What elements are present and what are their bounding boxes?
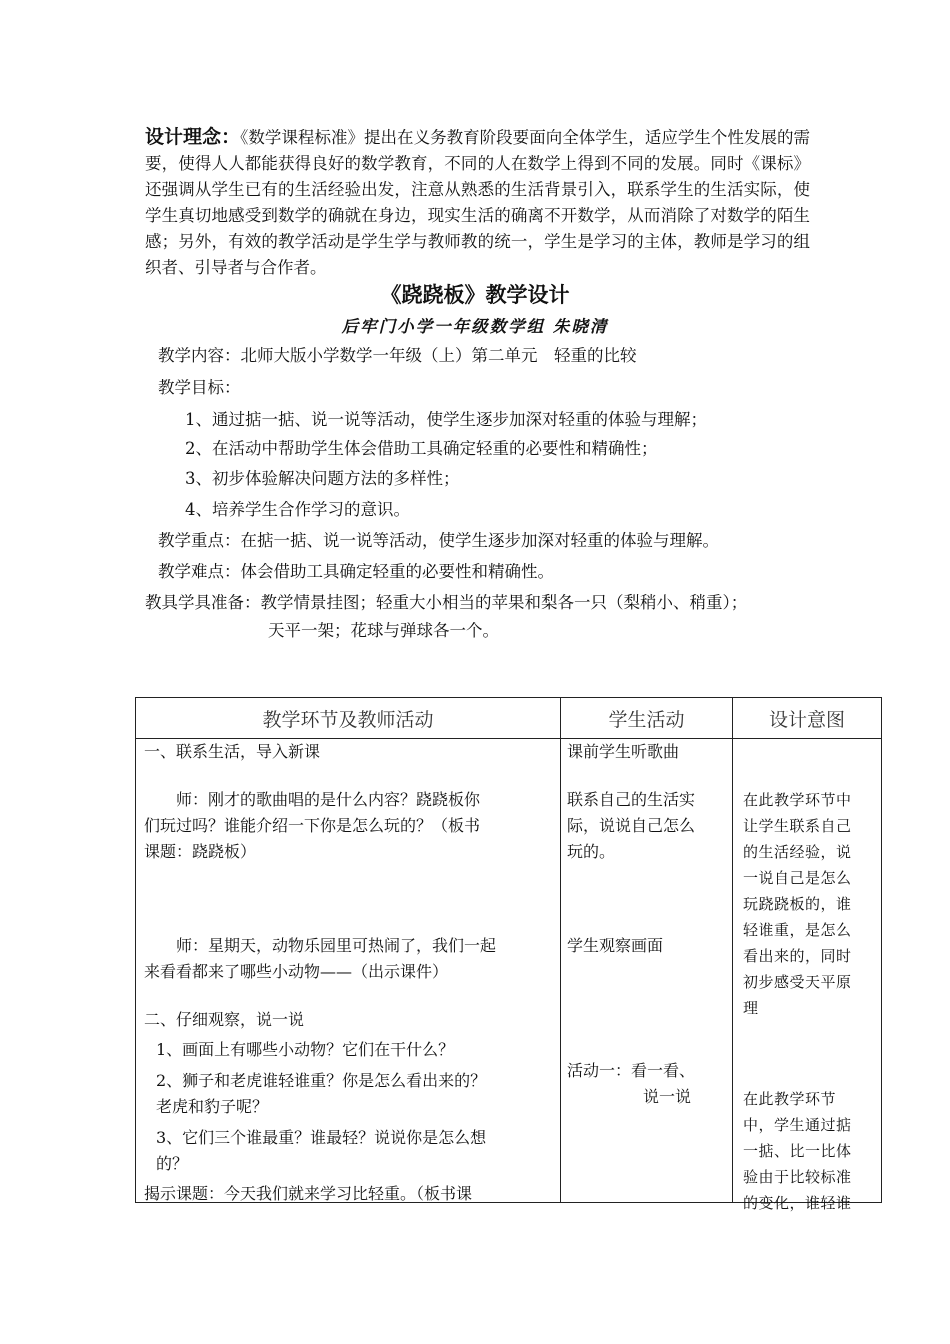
teaching-key-point: 教学重点：在掂一掂、说一说等活动，使学生逐步加深对轻重的体验与理解。	[158, 531, 719, 550]
student-activity-cell	[561, 739, 733, 1203]
teacher-line: 师：星期天，动物乐园里可热闹了，我们一起	[176, 936, 497, 955]
student-line: 际，说说自己怎么	[567, 816, 696, 835]
teacher-line: 2、狮子和老虎谁轻谁重？你是怎么看出来的？	[156, 1071, 487, 1090]
student-line: 玩的。	[567, 842, 616, 861]
teaching-materials-continued: 天平一架；花球与弹球各一个。	[268, 621, 499, 640]
lesson-title: 《跷跷板》教学设计	[380, 283, 570, 307]
student-line: 说一说	[643, 1087, 692, 1106]
intent-line: 中，学生通过掂	[743, 1116, 852, 1134]
teaching-goals-label: 教学目标：	[158, 378, 241, 397]
header-design-intent: 设计意图	[733, 698, 882, 739]
intent-line: 的变化，谁轻谁	[743, 1194, 852, 1212]
student-line: 课前学生听歌曲	[567, 742, 680, 761]
intent-line: 一掂、比一比体	[743, 1142, 852, 1160]
teacher-line: 课题：跷跷板）	[144, 842, 257, 861]
design-concept-paragraph	[145, 124, 810, 281]
intent-line: 在此教学环节中	[743, 791, 852, 809]
teaching-materials: 教具学具准备：教学情景挂图；轻重大小相当的苹果和梨各一只（梨稍小、稍重）；	[145, 593, 748, 612]
header-student-activity: 学生活动	[561, 698, 733, 739]
student-line: 联系自己的生活实	[567, 790, 696, 809]
teacher-line: 们玩过吗？谁能介绍一下你是怎么玩的？（板书	[144, 816, 481, 835]
teacher-line: 1、画面上有哪些小动物？它们在干什么？	[156, 1040, 455, 1059]
teacher-line: 师：刚才的歌曲唱的是什么内容？跷跷板你	[176, 790, 481, 809]
teacher-line: 揭示课题：今天我们就来学习比轻重。（板书课	[144, 1184, 473, 1203]
intent-line: 玩跷跷板的，谁	[743, 895, 852, 913]
table-header-row	[136, 698, 882, 739]
student-line: 活动一：看一看、	[567, 1061, 696, 1080]
teaching-difficulty: 教学难点：体会借助工具确定轻重的必要性和精确性。	[158, 562, 554, 581]
intent-line: 让学生联系自己	[743, 817, 852, 835]
intent-line: 初步感受天平原	[743, 973, 852, 991]
teacher-activity-cell	[136, 739, 561, 1203]
teacher-line: 的？	[156, 1154, 189, 1173]
lesson-plan-table	[135, 697, 882, 1212]
intent-line: 轻谁重，是怎么	[743, 921, 852, 939]
intent-line: 在此教学环节	[743, 1090, 837, 1108]
header-teacher-activity: 教学环节及教师活动	[136, 698, 561, 739]
lesson-author: 后牢门小学一年级数学组 朱晓清	[341, 317, 609, 336]
teacher-line: 一、联系生活，导入新课	[144, 742, 321, 761]
intent-line: 看出来的，同时	[743, 947, 852, 965]
teaching-goal-item: 1、通过掂一掂、说一说等活动，使学生逐步加深对轻重的体验与理解；	[185, 410, 707, 429]
teacher-line: 老虎和豹子呢？	[156, 1097, 269, 1116]
teacher-line: 来看看都来了哪些小动物——（出示课件）	[144, 962, 449, 981]
teaching-goal-item: 3、初步体验解决问题方法的多样性；	[185, 469, 460, 488]
teacher-line: 3、它们三个谁最重？谁最轻？说说你是怎么想	[156, 1128, 487, 1147]
student-line: 学生观察画面	[567, 936, 664, 955]
teaching-goal-item: 2、在活动中帮助学生体会借助工具确定轻重的必要性和精确性；	[185, 439, 658, 458]
design-intent-cell	[733, 739, 882, 1212]
teaching-content: 教学内容：北师大版小学数学一年级（上）第二单元 轻重的比较	[158, 346, 637, 365]
intent-line: 验由于比较标准	[743, 1168, 852, 1186]
intent-line: 一说自己是怎么	[743, 869, 852, 887]
table-row	[136, 739, 882, 1203]
intent-line: 的生活经验，说	[743, 843, 852, 861]
teaching-goal-item: 4、培养学生合作学习的意识。	[185, 500, 410, 519]
design-concept-label: 设计理念：	[145, 126, 241, 148]
intent-line: 理	[743, 999, 759, 1017]
teacher-line: 二、仔细观察，说一说	[144, 1010, 305, 1029]
design-concept-text: 《数学课程标准》提出在义务教育阶段要面向全体学生，适应学生个性发展的需要，使得人人都能获得良好的数学教育，不同的人在数学上得到不同的发展。同时《课标》还强调从学生已有的生活经验出发，注意从熟悉的生活背景引入，联系学生的生活实际，使学生真切地感受到数学的确就在身边，现实生活的确离不开数学，从而消除了对数学的陌生感；另外，有效的教学活动是学生学与教师教的统一，学生是学习的主体，教师是学习的组织者、引导者与合作者。	[145, 128, 810, 277]
